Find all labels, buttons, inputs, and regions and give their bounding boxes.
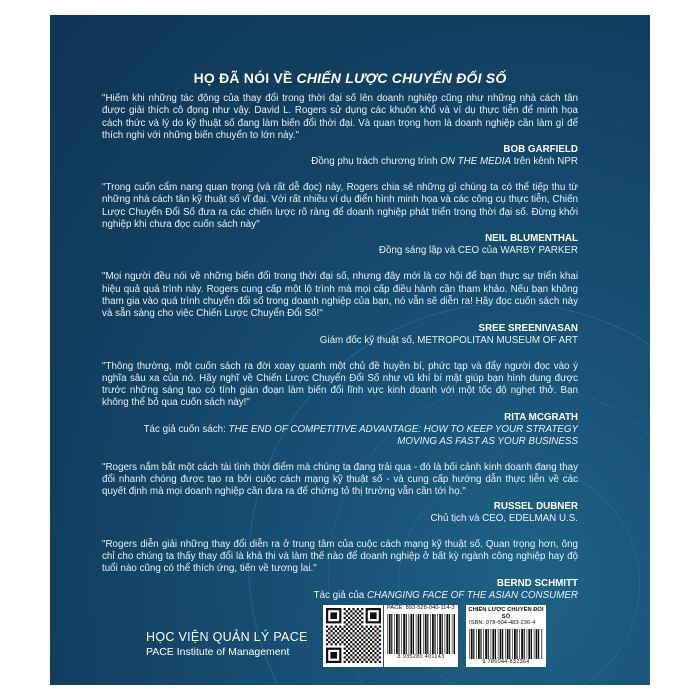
barcode-pace (384, 605, 458, 667)
publisher-name-en: PACE Institute of Management (146, 646, 290, 658)
role-text: Đồng phụ trách chương trình (311, 156, 441, 168)
quote-author-role (102, 424, 578, 448)
publisher-name-vi: HỌC VIỆN QUẢN LÝ PACE (146, 630, 308, 644)
qr-code-icon (323, 605, 383, 667)
role-text: Tác giả của (313, 589, 367, 601)
role-text: Tác giả cuốn sách: (143, 423, 229, 435)
testimonial (102, 182, 578, 257)
barcode-number: 8 935280 401143 (397, 654, 445, 660)
quote-text: "Rogers diễn giải những thay đổi diễn ra ở trung tâm của cuộc cách mạng kỹ thuật số. Quan trọng hơn, ông chỉ cho chúng ta thấy thay đổi là khả thi và làm thế nào để doanh nghiệp ở bất kỳ ngành công nghiệp hay độ tuổi nào cũng có thể thích ứng, tiến về tương lai." (102, 538, 578, 575)
book-title: CHIẾN LƯỢC CHUYỂN ĐỔI SỐ (296, 70, 507, 86)
quote-author-role (102, 335, 578, 347)
publisher-logo (146, 630, 308, 660)
testimonial (102, 539, 578, 602)
role-text: trên kênh NPR (511, 156, 578, 168)
testimonial (102, 361, 578, 448)
quote-text: "Trong cuốn cẩm nang quan trọng (và rất dễ đọc) này, Rogers chia sẻ những gì chúng ta có thể tiếp thu từ những nhà cách tân kỹ thuật số vĩ đại. Với rất nhiều ví dụ điển hình minh họa và các công cụ thực tiễn, Chiến Lược Chuyển Đổi Số đưa ra các chiến lược rõ ràng để doanh nghiệp phát triển trong thời đại số. Đừng khởi nghiệp khi chưa đọc cuốn sách này" (102, 182, 578, 231)
quote-author: BOB GARFIELD (503, 144, 578, 156)
quote-author: NEIL BLUMENTHAL (485, 233, 578, 245)
quote-author: RUSSEL DUBNER (493, 500, 578, 512)
testimonial (102, 271, 578, 346)
testimonials (102, 93, 578, 616)
quote-author-role (102, 513, 578, 525)
barcode-number: 9 786044 832364 (482, 659, 530, 665)
testimonial (102, 462, 578, 525)
title-prefix: HỌ ĐÃ NÓI VỀ (193, 70, 297, 86)
barcode-icon (469, 629, 543, 659)
barcode-icon (387, 614, 455, 654)
testimonial (102, 93, 578, 168)
quote-author: BERND SCHMITT (496, 577, 578, 589)
barcode-isbn (466, 605, 546, 667)
quote-text: "Hiếm khi những tác động của thay đổi trong thời đại số lên doanh nghiệp cũng như những nhà cách tân được giải thích cô đọng như vậy. David L. Rogers sử dụng các khuôn khổ và ví dụ thực tiễn để minh họa cách thức và lý do kỹ thuật số đang làm biến đổi thời đại. Và quan trọng hơn là doanh nghiệp cần làm gì để thích nghi với những biến chuyển to lớn này." (102, 93, 578, 141)
isbn-label: ISBN: 978-604-483-236-4 (469, 620, 536, 626)
quote-author-role (102, 156, 578, 168)
quote-author: RITA MCGRATH (504, 411, 578, 423)
role-emphasis: ON THE MEDIA (440, 156, 512, 168)
role-text: Giám đốc kỹ thuật số, METROPOLITAN MUSEUM OF ART (319, 334, 578, 346)
quote-author-role (102, 245, 578, 257)
role-emphasis: THE END OF COMPETITIVE ADVANTAGE: HOW TO KEEP YOUR STRATEGY MOVING AS FAST AS YOUR BUSINESS (228, 423, 578, 447)
role-text: Chủ tịch và CEO, EDELMAN U.S. (430, 512, 578, 524)
quote-text: "Mọi người đều nói về những biến đổi trong thời đại số, nhưng đây mới là cơ hội để bạn thực sự triển khai hiệu quả quá trình này. Rogers cung cấp một lộ trình mà mọi cấp điều hành cần tham khảo. Nếu bạn không tham gia vào quá trình chuyển đổi số trong doanh nghiệp của bạn, nó vẫn sẽ diễn ra! Hãy đọc cuốn sách này và sẵn sàng cho việc Chiến Lược Chuyển Đổi Số!" (102, 271, 578, 320)
page-title (0, 70, 700, 86)
quote-author-role (102, 590, 578, 602)
barcode-label: PACE: 893-528-040-114-3 (387, 605, 455, 611)
quote-author: SREE SREENIVASAN (478, 322, 578, 334)
role-emphasis: CHANGING FACE OF THE ASIAN CONSUMER (366, 589, 578, 601)
quote-text: "Thông thường, một cuốn sách ra đời xoay quanh một chủ đề huyền bí, phức tạp và đẩy người đọc vào ý nghĩa sâu xa của nó. Hãy nghĩ về Chiến Lược Chuyển Đổi Số như vũ khí bí mật giúp bạn hình dung được trước những sáng tạo có tính gián đoạn làm biến đổi lĩnh vực kinh doanh với một tốc độ nghẹt thở. Bạn không thể bỏ qua cuốn sách này!" (102, 360, 578, 409)
barcode-book-title: CHIẾN LƯỢC CHUYỂN ĐỔI SỐ (468, 607, 544, 620)
quote-text: "Rogers nắm bắt một cách tài tình thời điểm mà chúng ta đang trải qua - đó là bối cảnh kinh doanh đang thay đổi nhanh chóng được tạo ra bởi cuộc cách mạng kỹ thuật số - và cung cấp hướng dẫn thực tiễn về các quyết định mà mọi doanh nghiệp cần đưa ra để chứng tỏ thị trường vẫn cần tới họ." (102, 461, 578, 498)
role-text: Đồng sáng lập và CEO của WARBY PARKER (378, 245, 578, 257)
